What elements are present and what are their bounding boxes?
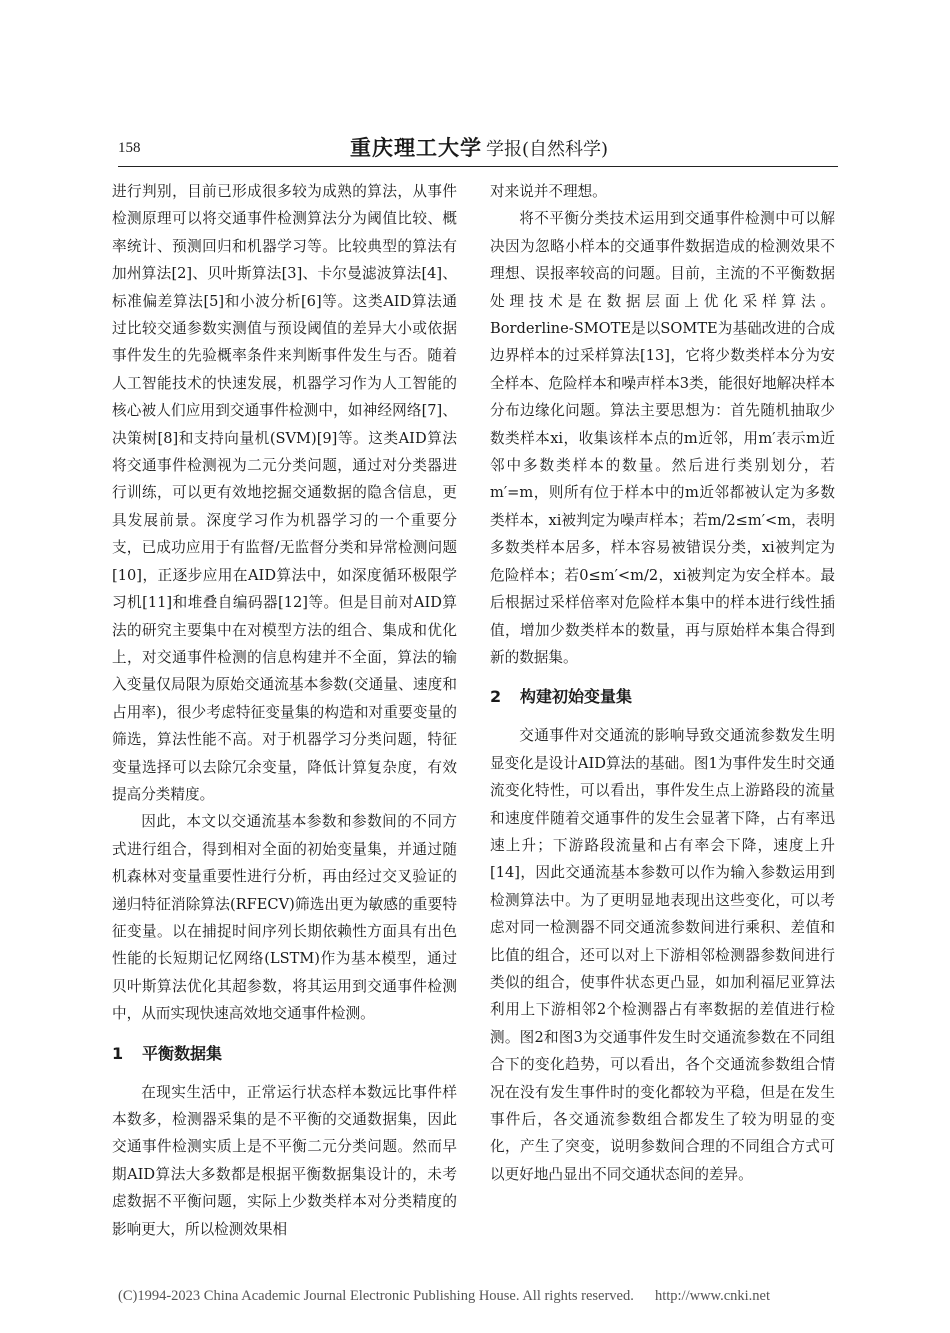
section-heading bbox=[490, 684, 835, 710]
journal-subtitle: 学报(自然科学) bbox=[486, 139, 609, 160]
paragraph: 进行判别，目前已形成很多较为成熟的算法，从事件检测原理可以将交通事件检测算法分为阈值比较、概率统计、预测回归和机器学习等。比较典型的算法有加州算法[2]、贝叶斯算法[3]、卡尔曼滤波算法[4]、标准偏差算法[5]和小波分析[6]等。这类AID算法通过比较交通参数实测值与预设阈值的差异大小或依据事件发生的先验概率条件来判断事件发生与否。随着人工智能技术的快速发展，机器学习作为人工智能的核心被人们应用到交通事件检测中，如神经网络[7]、决策树[8]和支持向量机(SVM)[9]等。这类AID算法将交通事件检测视为二元分类问题，通过对分类器进行训练，可以更有效地挖掘交通数据的隐含信息，更具发展前景。深度学习作为机器学习的一个重要分支，已成功应用于有监督/无监督分类和异常检测问题[10]，正逐步应用在AID算法中，如深度循环极限学习机[11]和堆叠自编码器[12]等。但是目前对AID算法的研究主要集中在对模型方法的组合、集成和优化上，对交通事件检测的信息构建并不全面，算法的输入变量仅局限为原始交通流基本参数(交通量、速度和占用率)，很少考虑特征变量集的构造和对重要变量的筛选，算法性能不高。对于机器学习分类问题，特征变量选择可以去除冗余变量，降低计算复杂度，有效提高分类精度。 bbox=[112, 183, 457, 803]
page-number: 158 bbox=[118, 140, 141, 156]
paragraph: 将不平衡分类技术运用到交通事件检测中可以解决因为忽略小样本的交通事件数据造成的检测效果不理想、误报率较高的问题。目前，主流的不平衡数据处理技术是在数据层面上优化采样算法。Borderline-SMOTE是以SOMTE为基础改进的合成边界样本的过采样算法[13]，它将少数类样本分为安全样本、危险样本和噪声样本3类，能很好地解决样本分布边缘化问题。算法主要思想为：首先随机抽取少数类样本xi，收集该样本点的m近邻，用m′表示m近邻中多数类样本的数量。然后进行类别划分，若m′=m，则所有位于样本中的m近邻都被认定为多数类样本，xi被判定为噪声样本；若m/2≤m′<m，表明多数类样本居多，样本容易被错误分类，xi被判定为危险样本；若0≤m′<m/2，xi被判定为安全样本。最后根据过采样倍率对危险样本集中的样本进行线性插值，增加少数类样本的数量，再与原始样本集合得到新的数据集。 bbox=[490, 210, 835, 666]
section-title: 平衡数据集 bbox=[142, 1043, 223, 1063]
footer-link[interactable]: http://www.cnki.net bbox=[654, 1288, 770, 1304]
paragraph: 因此，本文以交通流基本参数和参数间的不同方式进行组合，得到相对全面的初始变量集，并通过随机森林对变量重要性进行分析，再由经过交叉验证的递归特征消除算法(RFECV)筛选出更为敏感的重要特征变量。以在捕捉时间序列长期依赖性方面具有出色性能的长短期记忆网络(LSTM)作为基本模型，通过贝叶斯算法优化其超参数，将其运用到交通事件检测中，从而实现快速高效地交通事件检测。 bbox=[112, 813, 457, 1023]
journal-title bbox=[350, 132, 608, 162]
copyright-notice: (C)1994-2023 China Academic Journal Electronic Publishing House. All rights reserved. bbox=[118, 1288, 634, 1304]
right-column bbox=[490, 178, 835, 1188]
section-title: 构建初始变量集 bbox=[520, 687, 633, 707]
journal-name: 重庆理工大学 bbox=[350, 135, 482, 160]
left-column bbox=[112, 178, 457, 1243]
section-number: 2 bbox=[490, 687, 502, 707]
paragraph: 对来说并不理想。 bbox=[490, 183, 607, 200]
page-header bbox=[118, 130, 838, 164]
header-rule bbox=[118, 166, 838, 167]
page-footer bbox=[118, 1288, 770, 1305]
section-number: 1 bbox=[112, 1043, 124, 1063]
paragraph: 在现实生活中，正常运行状态样本数远比事件样本数多，检测器采集的是不平衡的交通数据集，因此交通事件检测实质上是不平衡二元分类问题。然而早期AID算法大多数都是根据平衡数据集设计的，未考虑数据不平衡问题，实际上少数类样本对分类精度的影响更大，所以检测效果相 bbox=[112, 1083, 457, 1238]
section-heading bbox=[112, 1041, 457, 1067]
paragraph: 交通事件对交通流的影响导致交通流参数发生明显变化是设计AID算法的基础。图1为事件发生时交通流变化特性，可以看出，事件发生点上游路段的流量和速度伴随着交通事件的发生会显著下降，占有率迅速上升；下游路段流量和占有率会下降，速度上升[14]，因此交通流基本参数可以作为输入参数运用到检测算法中。为了更明显地表现出这些变化，可以考虑对同一检测器不同交通流参数间进行乘积、差值和比值的组合，还可以对上下游相邻检测器参数间进行类似的组合，使事件状态更凸显，如加利福尼亚算法利用上下游相邻2个检测器占有率数据的差值进行检测。图2和图3为交通事件发生时交通流参数在不同组合下的变化趋势，可以看出，各个交通流参数组合情况在没有发生事件时的变化都较为平稳，但是在发生事件后，各交通流参数组合都发生了较为明显的变化，产生了突变，说明参数间合理的不同组合方式可以更好地凸显出不同交通状态间的差异。 bbox=[490, 727, 835, 1183]
